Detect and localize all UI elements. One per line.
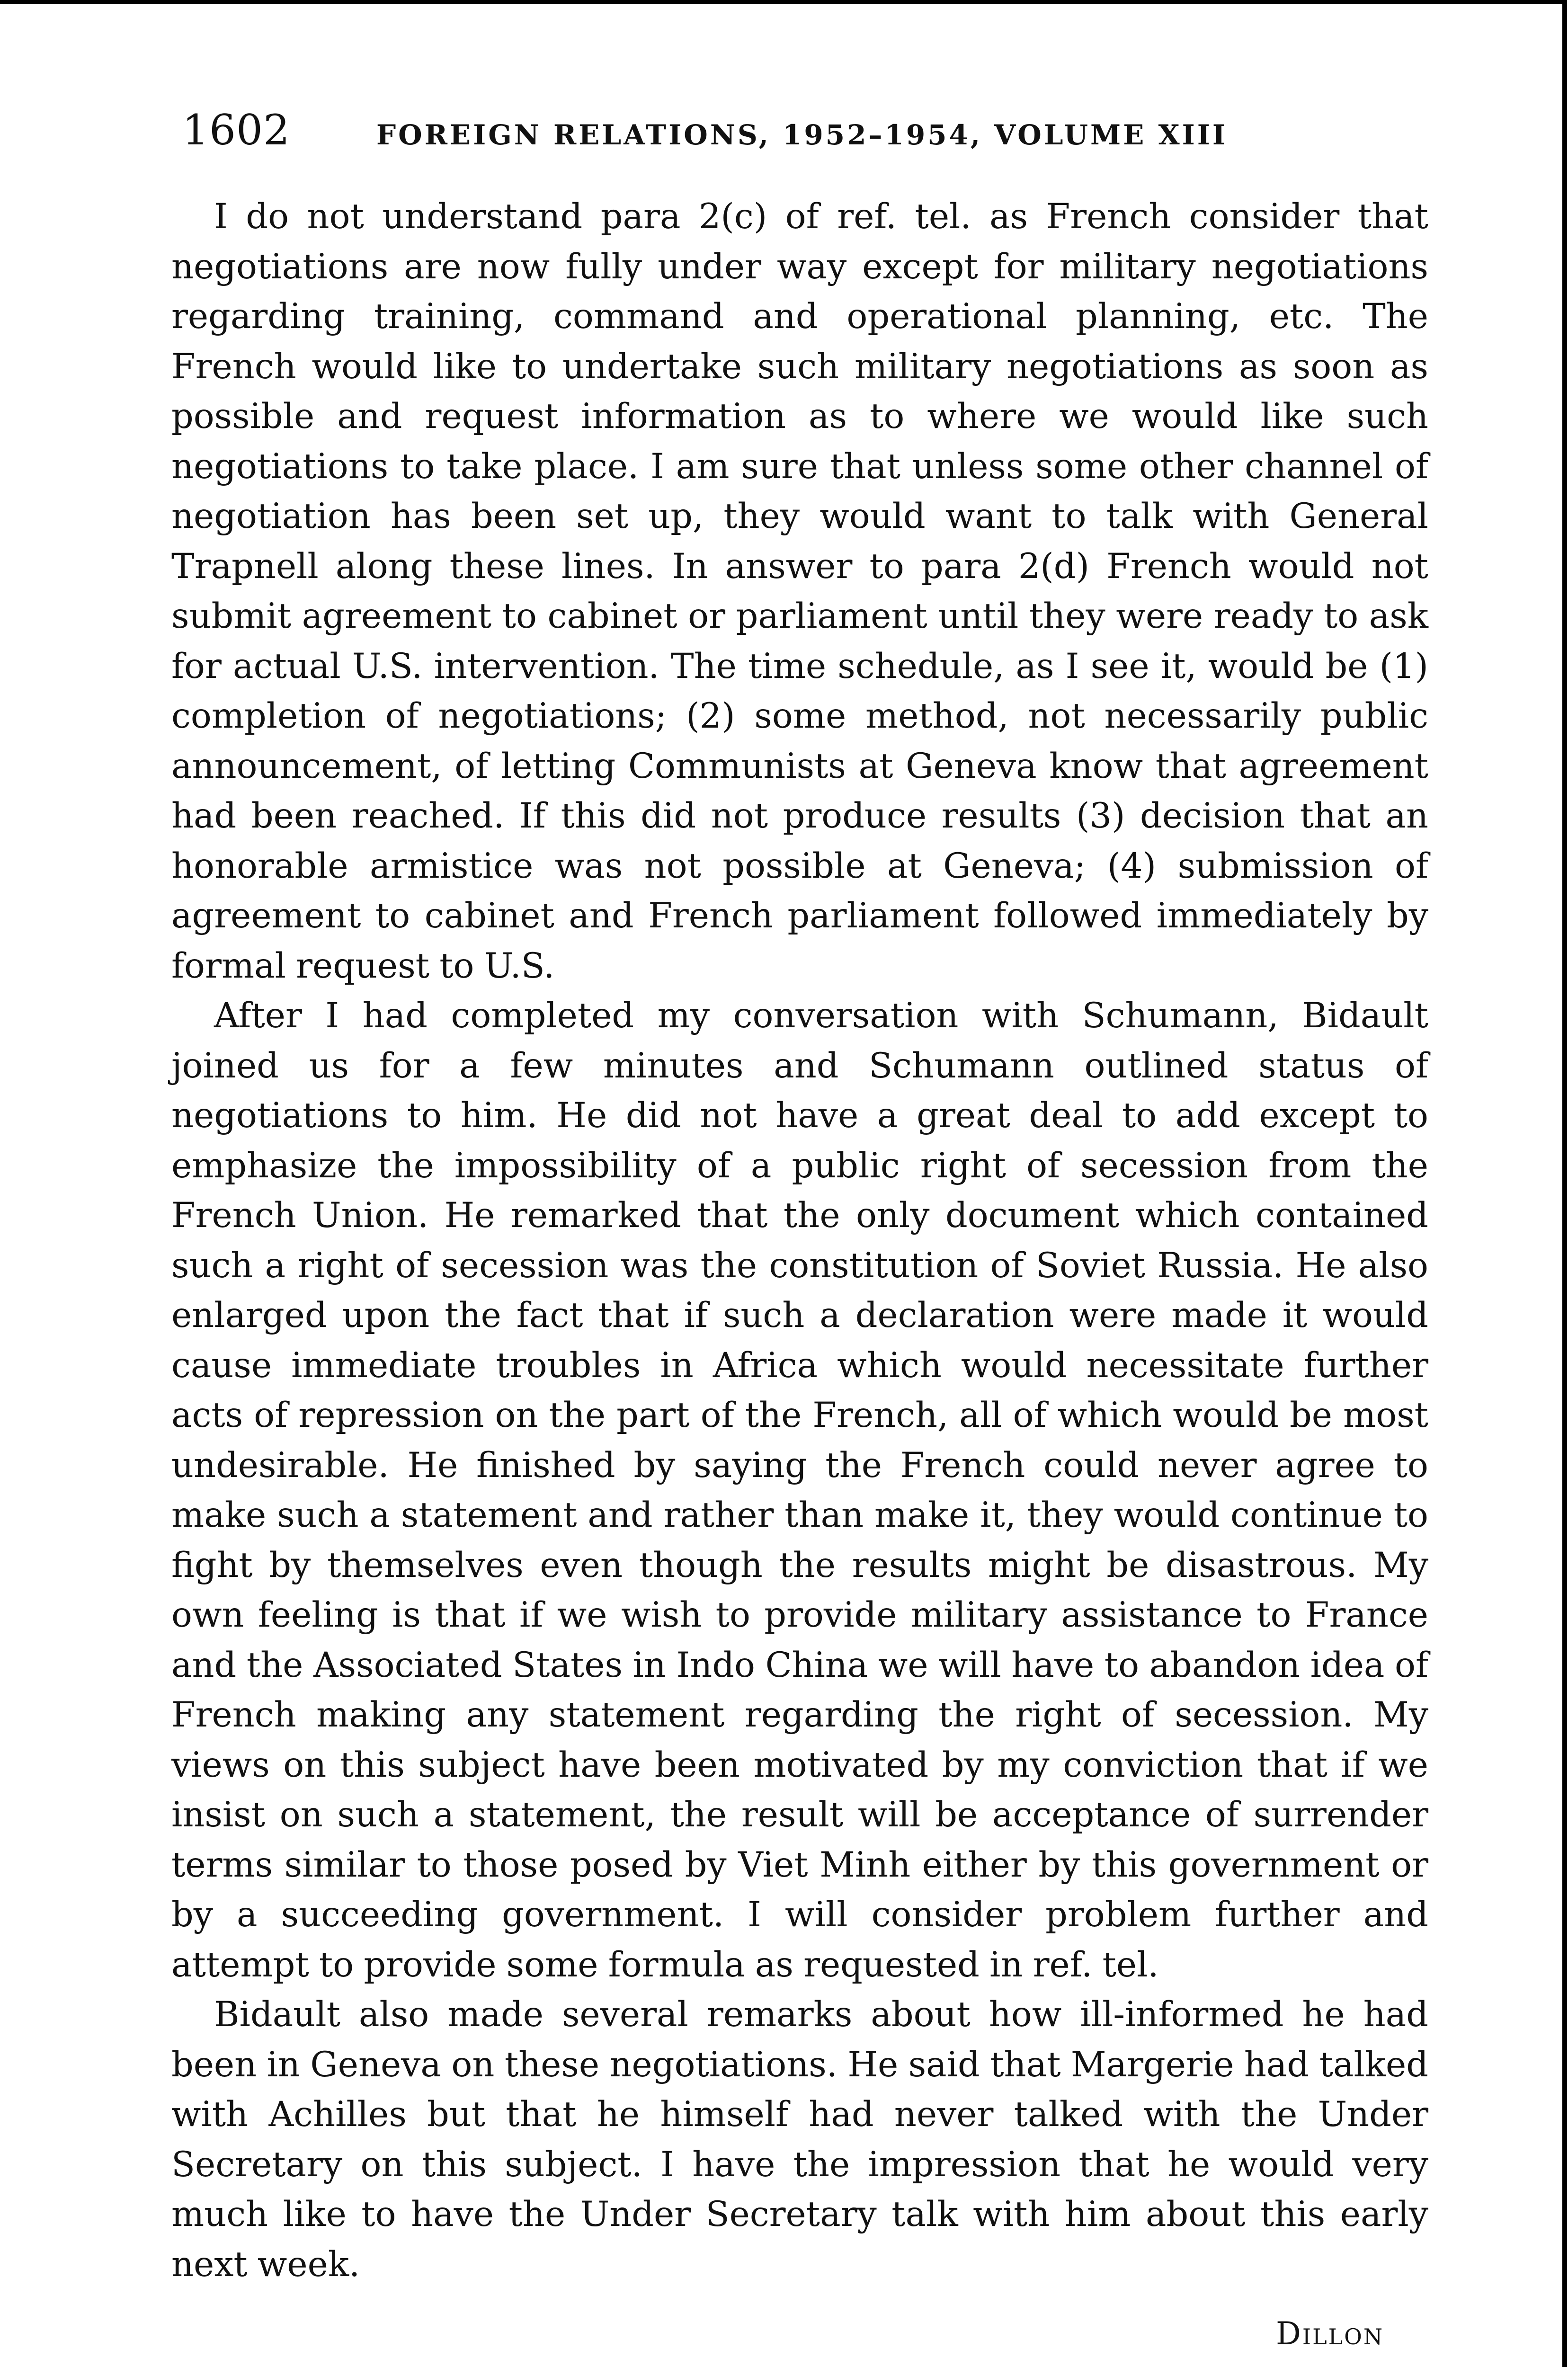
paragraph-2: After I had completed my conversation with Schumann, Bidault joined us for a few minutes and Schumann outlined status of negotiations to him. He did not have a great deal to add except to emphasize the impossibility of a public right of secession from the French Union. He remarked that the only document which contained such a right of secession was the constitution of Soviet Russia. He also enlarged upon the fact that if such a declaration were made it would cause immediate troubles in Africa which would necessitate further acts of repression on the part of the French, all of which would be most undesirable. He finished by saying the French could never agree to make such a statement and rather than make it, they would continue to fight by themselves even though the results might be disastrous. My own feeling is that if we wish to provide military assistance to France and the Associated States in Indo China we will have to abandon idea of French making any statement regarding the right of secession. My views on this subject have been motivated by my conviction that if we insist on such a statement, the result will be acceptance of surrender terms similar to those posed by Viet Minh either by this government or by a succeeding government. I will consider problem further and attempt to provide some formula as requested in ref. tel. — [171, 996, 1428, 1985]
paragraph-3: Bidault also made several remarks about how ill-informed he had been in Geneva on these negotiations. He said that Margerie had talked with Achilles but that he himself had never talked with the Under Secretary on this subject. I have the impression that he would very much like to have the Under Secretary talk with him about this early next week. — [171, 1994, 1428, 2285]
page-header — [182, 104, 1432, 156]
running-head: FOREIGN RELATIONS, 1952–1954, VOLUME XIII — [376, 119, 1228, 151]
signature: Dillon — [1276, 2315, 1384, 2352]
body-text — [171, 192, 1428, 2289]
paragraph-1: I do not understand para 2(c) of ref. tel. as French consider that negotiations are now fully under way except for military negotiations regarding training, command and operational planning, etc. The French would like to undertake such military negotiations as soon as possible and request information as to where we would like such negotiations to take place. I am sure that unless some other channel of negotiation has been set up, they would want to talk with General Trapnell along these lines. In answer to para 2(d) French would not submit agreement to cabinet or parliament until they were ready to ask for actual U.S. intervention. The time schedule, as I see it, would be (1) completion of negotiations; (2) some method, not necessarily public announcement, of letting Communists at Geneva know that agreement had been reached. If this did not produce results (3) decision that an honorable armistice was not possible at Geneva; (4) submission of agreement to cabinet and French parliament followed immediately by formal request to U.S. — [171, 196, 1428, 986]
page-number: 1602 — [182, 106, 290, 154]
